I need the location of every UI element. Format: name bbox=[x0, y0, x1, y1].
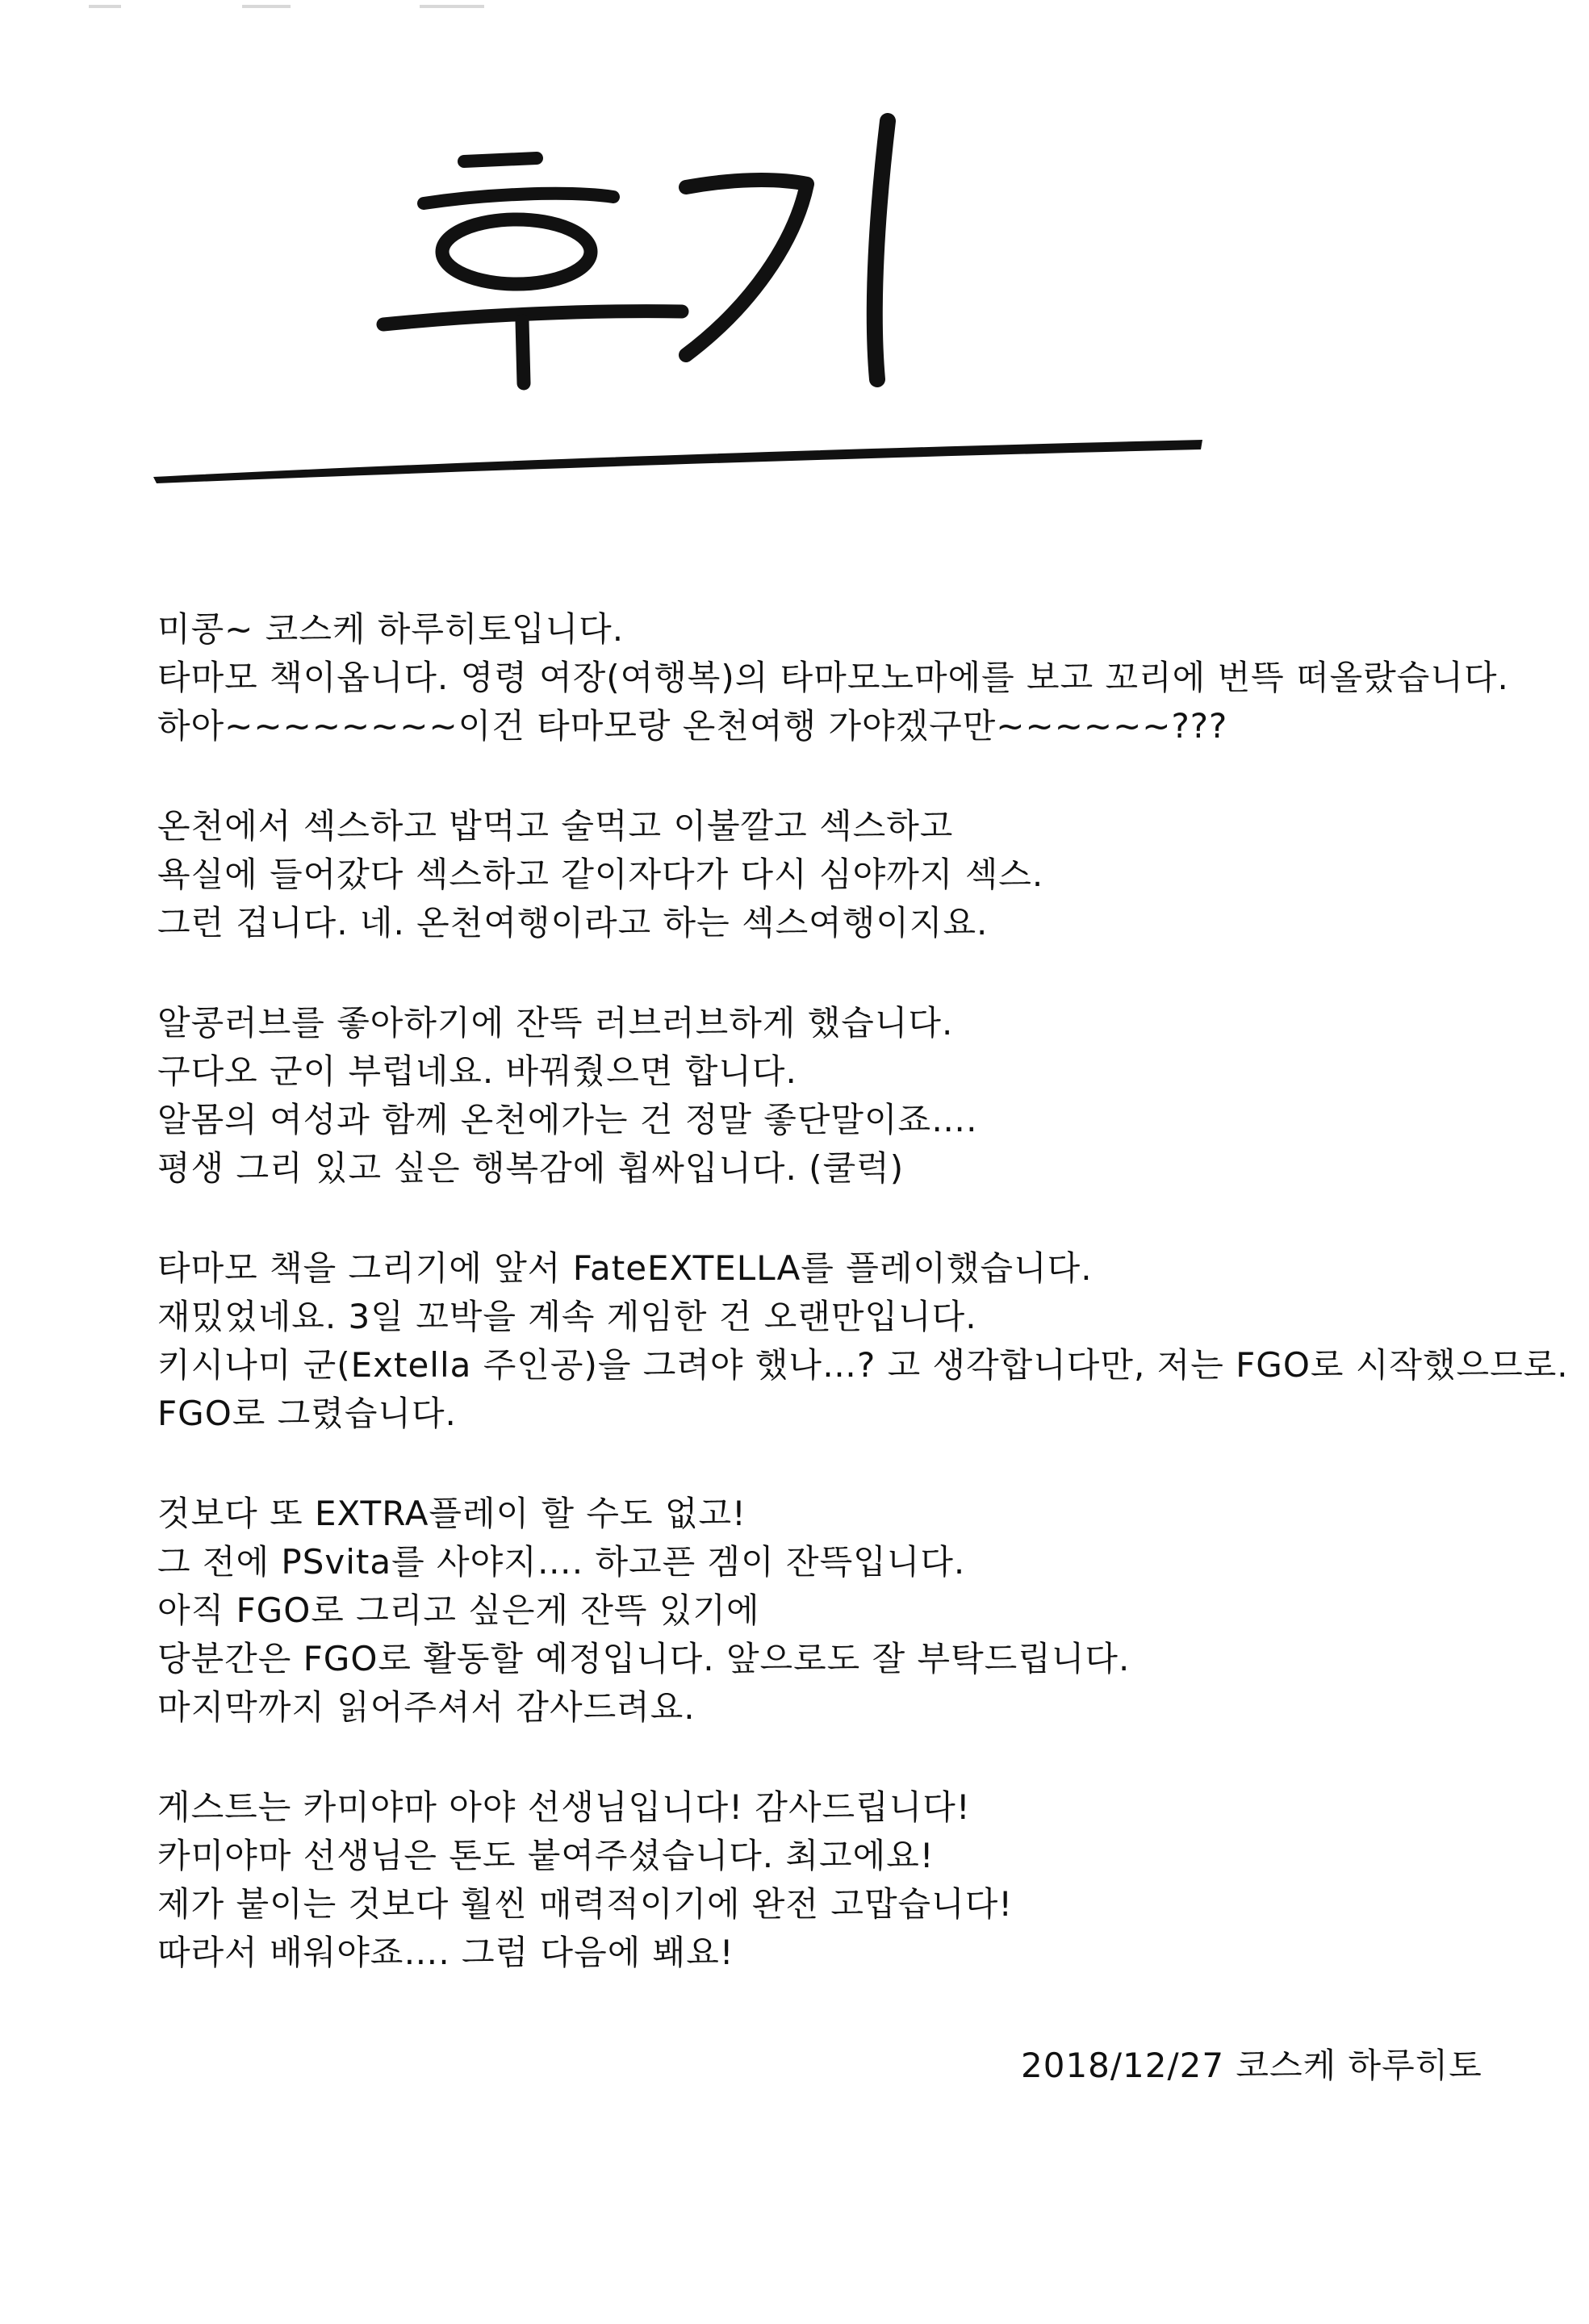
page-title-handwritten bbox=[367, 113, 948, 436]
text-line: 제가 붙이는 것보다 훨씬 매력적이기에 완전 고맙습니다! bbox=[157, 1884, 1014, 1924]
text-line: 마지막까지 읽어주셔서 감사드려요. bbox=[157, 1687, 696, 1727]
paragraph bbox=[157, 802, 1529, 947]
text-line: 재밌었네요. 3일 꼬박을 계속 게임한 건 오랜만입니다. bbox=[157, 1297, 977, 1336]
paragraph bbox=[157, 1244, 1569, 1438]
date-signature: 2018/12/27 코스케 하루히토 bbox=[1021, 2046, 1482, 2085]
text-line: 그런 겁니다. 네. 온천여행이라고 하는 섹스여행이지요. bbox=[157, 903, 989, 943]
afterword-body bbox=[157, 605, 1569, 2029]
text-line: 그 전에 PSvita를 사야지…. 하고픈 겜이 잔뜩입니다. bbox=[157, 1542, 966, 1582]
title-underline-stroke bbox=[153, 432, 1202, 488]
paragraph bbox=[157, 999, 1529, 1193]
text-line: FGO로 그렸습니다. bbox=[157, 1394, 457, 1433]
text-line: 것보다 또 EXTRA플레이 할 수도 없고! bbox=[157, 1494, 746, 1533]
text-line: 하아~~~~~~~~이건 타마모랑 온천여행 가야겠구만~~~~~~??? bbox=[157, 706, 1228, 746]
text-line: 미콩~ 코스케 하루히토입니다. bbox=[157, 609, 625, 649]
text-line: 아직 FGO로 그리고 싶은게 잔뜩 있기에 bbox=[157, 1590, 760, 1630]
paragraph bbox=[157, 605, 1529, 750]
scan-artifact bbox=[420, 5, 484, 8]
scan-artifact bbox=[242, 5, 291, 8]
text-line: 카미야마 선생님은 톤도 붙여주셨습니다. 최고에요! bbox=[157, 1836, 935, 1875]
scan-artifact bbox=[89, 5, 121, 8]
text-line: 구다오 군이 부럽네요. 바꿔줬으면 합니다. bbox=[157, 1051, 797, 1091]
text-line: 욕실에 들어갔다 섹스하고 같이자다가 다시 심야까지 섹스. bbox=[157, 855, 1044, 894]
text-line: 알콩러브를 좋아하기에 잔뜩 러브러브하게 했습니다. bbox=[157, 1003, 954, 1043]
paragraph bbox=[157, 1490, 1529, 1732]
text-line: 평생 그리 있고 싶은 행복감에 휩싸입니다. (쿨럭) bbox=[157, 1148, 905, 1188]
text-line: 게스트는 카미야마 아야 선생님입니다! 감사드립니다! bbox=[157, 1787, 971, 1827]
text-line: 따라서 배워야죠…. 그럼 다음에 봬요! bbox=[157, 1933, 734, 1972]
text-line: 당분간은 FGO로 활동할 예정입니다. 앞으로도 잘 부탁드립니다. bbox=[157, 1639, 1131, 1678]
text-line: 타마모 책을 그리기에 앞서 FateEXTELLA를 플레이했습니다. bbox=[157, 1248, 1093, 1288]
text-line: 타마모 책이옵니다. 영령 여장(여행복)의 타마모노마에를 보고 꼬리에 번뜩 떠올랐습니다. bbox=[157, 658, 1509, 697]
text-line: 알몸의 여성과 함께 온천에가는 건 정말 좋단말이죠…. bbox=[157, 1100, 978, 1139]
text-line: 온천에서 섹스하고 밥먹고 술먹고 이불깔고 섹스하고 bbox=[157, 806, 954, 846]
paragraph bbox=[157, 1783, 1529, 1977]
text-line: 키시나미 군(Extella 주인공)을 그려야 했나…? 고 생각합니다만, 저는 FGO로 시작했으므로. bbox=[157, 1345, 1569, 1385]
